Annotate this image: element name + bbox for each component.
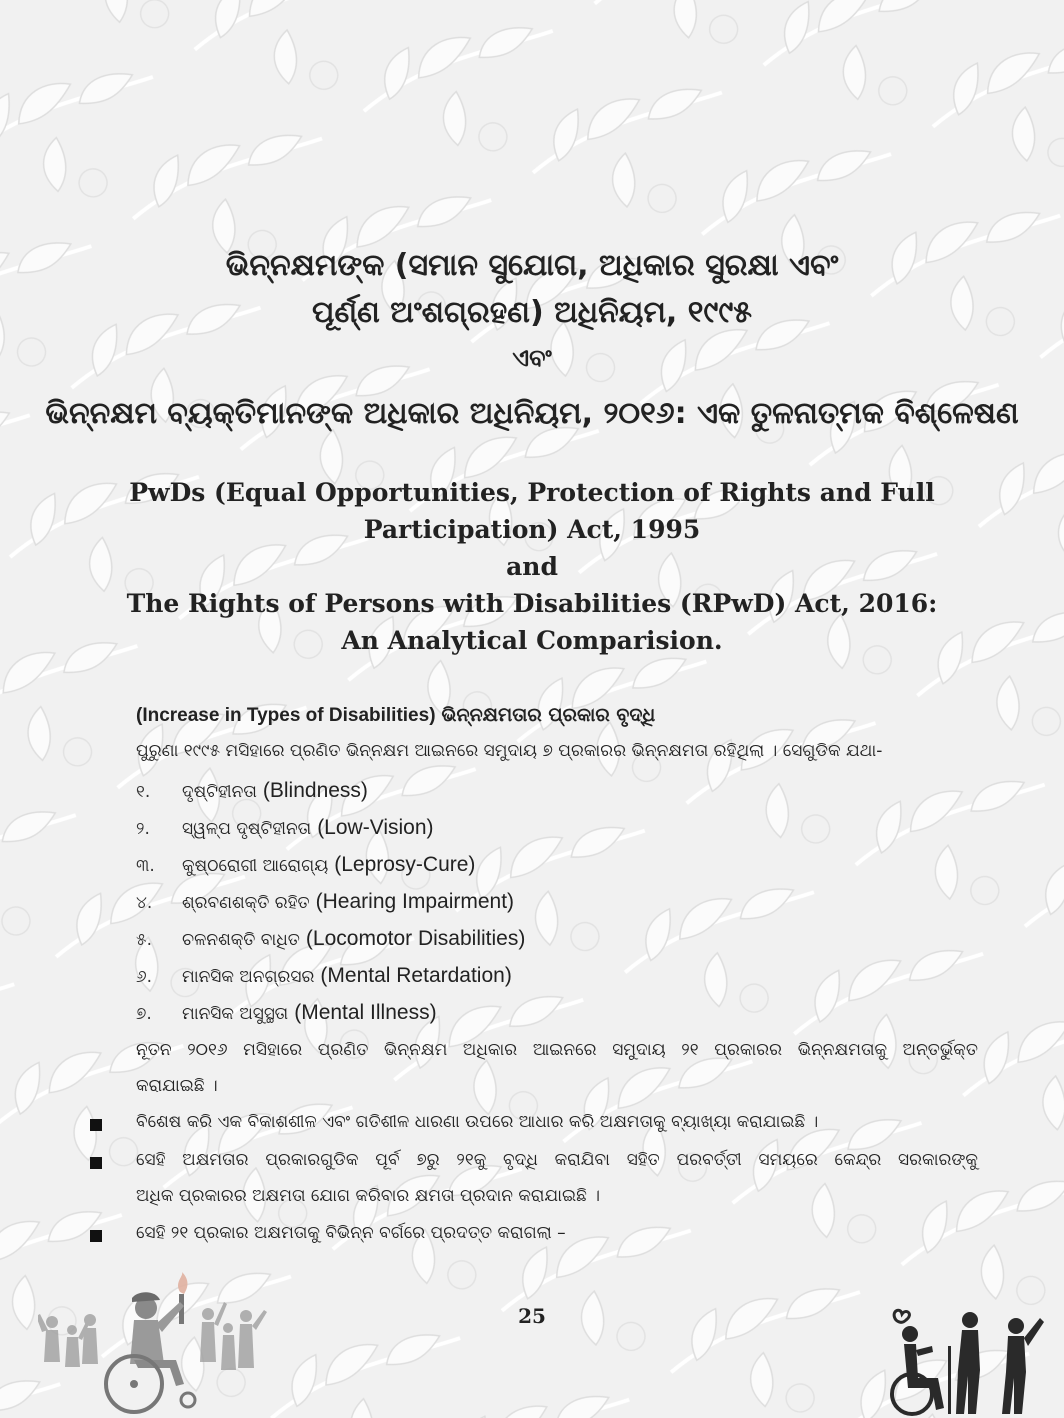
bullet-text: ସେହି ୨୧ ପ୍ରକାର ଅକ୍ଷମତାକୁ ବିଭିନ୍ନ ବର୍ଗରେ ପ୍ରଦତ୍ତ କରାଗଲା –: [136, 1223, 566, 1243]
bullet-text: ସେହି ଅକ୍ଷମତାର ପ୍ରକାରଗୁଡିକ ପୂର୍ବ ୭ରୁ ୨୧କୁ ବୃଦ୍ଧି କରାଯିବା ସହିତ ପରବର୍ତ୍ତୀ ସମୟରେ କେନ୍ଦ୍ର ସରକାରଙ୍କୁ: [136, 1150, 978, 1170]
list-item-odia: ସ୍ୱଳ୍ପ ଦୃଷ୍ଟିହୀନତା: [182, 819, 312, 839]
list-item-english: (Mental Illness): [294, 1001, 437, 1024]
list-item-english: (Low-Vision): [317, 816, 434, 839]
list-item: [136, 926, 525, 956]
new-act-paragraph-line-2: କରାଯାଇଛି ।: [136, 1076, 218, 1096]
list-item-english: (Leprosy-Cure): [334, 853, 476, 876]
list-item-number: ୬.: [136, 967, 153, 987]
list-item-odia: ମାନସିକ ଅସୁସ୍ଥତା: [182, 1004, 289, 1024]
list-item-english: (Hearing Impairment): [315, 890, 515, 913]
english-title-line-2: Participation) Act, 1995: [363, 515, 701, 544]
disability-figures-illustration-icon: [878, 1306, 1058, 1418]
list-item-english: (Blindness): [262, 779, 368, 802]
english-title-line-1: PwDs (Equal Opportunities, Protection of Rights and Full: [129, 478, 935, 507]
odia-title-line-4: ଭିନ୍ନକ୍ଷମ ବ୍ୟକ୍ତିମାନଙ୍କ ଅଧିକାର ଅଧିନିୟମ, ୨୦୧୬: ଏକ ତୁଳନାତ୍ମକ ବିଶ୍ଳେଷଣ: [45, 396, 1019, 431]
list-item-english: (Locomotor Disabilities): [305, 927, 526, 950]
odia-title-conjunction: ଏବଂ: [512, 344, 552, 372]
odia-title-line-1: ଭିନ୍ନକ୍ଷମଙ୍କ (ସମାନ ସୁଯୋଗ, ଅଧିକାର ସୁରକ୍ଷା ଏବଂ: [225, 248, 839, 283]
english-title-line-5: An Analytical Comparision.: [341, 626, 723, 655]
list-item-odia: କୁଷ୍ଠରୋଗୀ ଆରୋଗ୍ୟ: [182, 856, 329, 876]
bullet-square-icon: [90, 1230, 102, 1242]
bullet-square-icon: [90, 1157, 102, 1169]
bullet-square-icon: [90, 1119, 102, 1131]
odia-title-line-2: ପୂର୍ଣ୍ଣ ଅଂଶଗ୍ରହଣ) ଅଧିନିୟମ, ୧୯୯୫: [312, 295, 752, 330]
list-item-number: ୫.: [136, 930, 153, 950]
list-item-number: ୩.: [136, 856, 155, 876]
english-title-conjunction: and: [506, 552, 558, 581]
list-item: [136, 815, 434, 845]
wheelchair-crowd-illustration-icon: [38, 1272, 278, 1418]
list-item-english: (Mental Retardation): [320, 964, 512, 987]
new-act-paragraph-line-1: ନୂତନ ୨୦୧୬ ମସିହାରେ ପ୍ରଣିତ ଭିନ୍ନକ୍ଷମ ଅଧିକାର ଆଇନରେ ସମୁଦାୟ ୨୧ ପ୍ରକାରର ଭିନ୍ନକ୍ଷମତାକୁ ଅନ୍ତର୍ଭୁକ୍ତ: [136, 1040, 978, 1060]
page-number: 25: [518, 1304, 546, 1328]
section-heading-odia: ଭିନ୍ନକ୍ଷମତାର ପ୍ରକାର ବୃଦ୍ଧି: [441, 704, 656, 726]
list-item: [136, 1000, 437, 1030]
list-item-odia: ଚଳନଶକ୍ତି ବାଧିତ: [182, 930, 300, 950]
list-item: [136, 778, 368, 808]
list-item: [136, 889, 514, 919]
list-item-odia: ଶ୍ରବଣଶକ୍ତି ରହିତ: [182, 893, 310, 913]
list-item-odia: ଦୃଷ୍ଟିହୀନତା: [182, 782, 257, 802]
list-item-number: ୧.: [136, 782, 151, 802]
section-heading-english: (Increase in Types of Disabilities): [136, 705, 436, 726]
list-item-number: ୭.: [136, 1004, 152, 1024]
list-item-number: ୪.: [136, 893, 153, 913]
intro-paragraph: ପୁରୁଣା ୧୯୯୫ ମସିହାରେ ପ୍ରଣିତ ଭିନ୍ନକ୍ଷମ ଆଇନରେ ସମୁଦାୟ ୭ ପ୍ରକାରର ଭିନ୍ନକ୍ଷମତା ରହିଥିଲା । ସେଗୁଡିକ ଯଥା-: [136, 741, 883, 761]
list-item-number: ୨.: [136, 819, 150, 839]
bullet-text-continuation: ଅଧିକ ପ୍ରକାରର ଅକ୍ଷମତା ଯୋଗ କରିବାର କ୍ଷମତା ପ୍ରଦାନ କରାଯାଇଛି ।: [136, 1186, 601, 1206]
english-title-line-4: The Rights of Persons with Disabilities (RPwD) Act, 2016:: [126, 589, 938, 618]
list-item: [136, 852, 475, 882]
bullet-text: ବିଶେଷ କରି ଏକ ବିକାଶଶୀଳ ଏବଂ ଗତିଶୀଳ ଧାରଣା ଉପରେ ଆଧାର କରି ଅକ୍ଷମତାକୁ ବ୍ୟାଖ୍ୟା କରାଯାଇଛି ।: [136, 1112, 819, 1132]
list-item-odia: ମାନସିକ ଅନଗ୍ରସର: [182, 967, 315, 987]
list-item: [136, 963, 512, 993]
section-heading: [136, 704, 655, 727]
